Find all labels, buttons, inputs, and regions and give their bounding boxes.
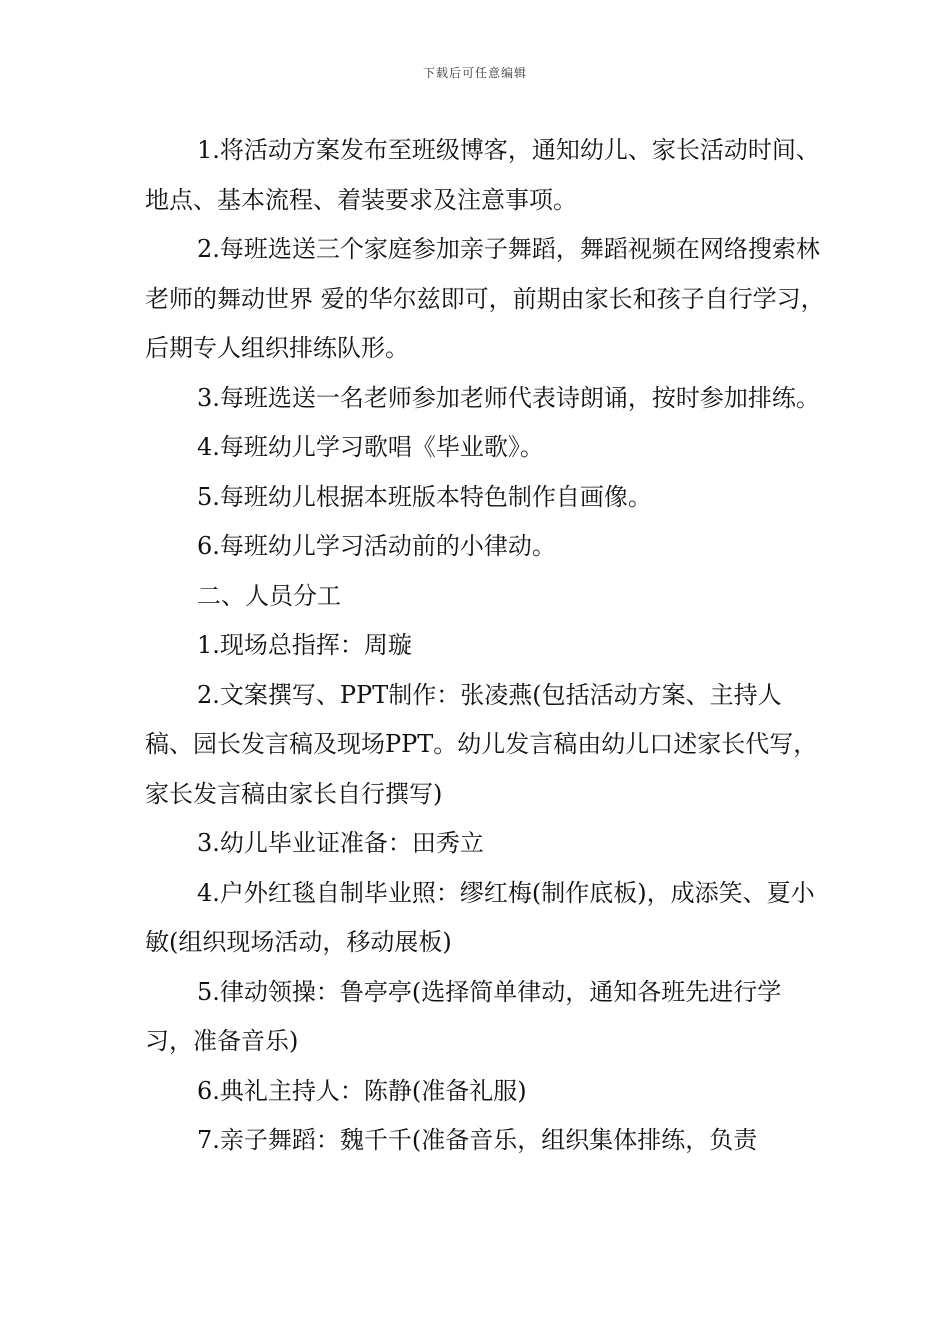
paragraph-9: 3.幼儿毕业证准备：田秀立 — [197, 829, 484, 857]
paragraph-1: 1.将活动方案发布至班级博客，通知幼儿、家长活动时间、地点、基本流程、着装要求及注意事项。 — [145, 136, 820, 214]
paragraph-5: 5.每班幼儿根据本班版本特色制作自画像。 — [197, 482, 652, 511]
paragraph-8: 2.文案撰写、PPT制作：张凌燕(包括活动方案、主持人稿、园长发言稿及现场PPT。幼儿发言稿由幼儿口述家长代写，家长发言稿由家长自行撰写) — [145, 680, 818, 808]
paragraph-6: 6.每班幼儿学习活动前的小律动。 — [197, 532, 556, 560]
section-heading-staffing: 二、人员分工 — [197, 581, 341, 610]
paragraph-12: 6.典礼主持人：陈静(准备礼服) — [197, 1076, 527, 1105]
paragraph-4: 4.每班幼儿学习歌唱《毕业歌》。 — [197, 433, 544, 461]
paragraph-11: 5.律动领操：鲁亭亭(选择简单律动，通知各班先进行学习，准备音乐) — [145, 977, 782, 1055]
page-header: 下载后可任意编辑 — [422, 66, 527, 80]
paragraph-2: 2.每班选送三个家庭参加亲子舞蹈，舞蹈视频在网络搜索林老师的舞动世界 爱的华尔兹即可，前期由家长和孩子自行学习，后期专人组织排练队形。 — [145, 235, 825, 362]
paragraph-3: 3.每班选送一名老师参加老师代表诗朗诵，按时参加排练。 — [197, 383, 820, 412]
paragraph-7: 1.现场总指挥：周璇 — [197, 631, 412, 659]
document-body — [145, 126, 825, 1166]
paragraph-10: 4.户外红毯自制毕业照：缪红梅(制作底板)，成添笑、夏小敏(组织现场活动，移动展板) — [145, 878, 815, 956]
paragraph-13: 7.亲子舞蹈：魏千千(准备音乐，组织集体排练，负责 — [197, 1126, 758, 1154]
